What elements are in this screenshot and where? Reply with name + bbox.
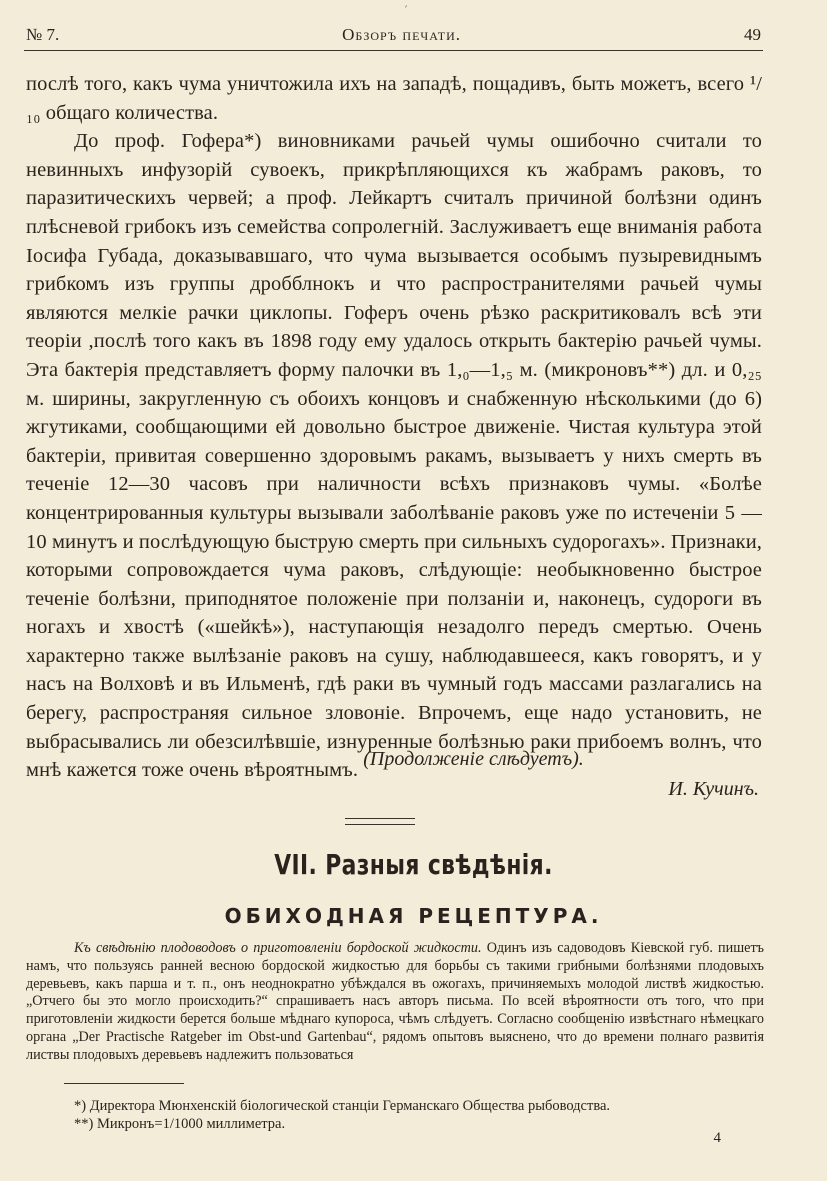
running-header — [26, 22, 761, 48]
double-rule-divider — [345, 818, 415, 825]
page-number: 49 — [743, 25, 761, 44]
pencil-tick-mark: ˊ — [403, 6, 408, 17]
recipe-lead: Къ свѣдѣнію плодоводовъ о приготовленіи бордоской жидкости. — [74, 940, 482, 956]
continuation-note: (Продолженіе слѣдуетъ). — [363, 748, 584, 770]
recipe-text: Одинъ изъ садоводовъ Кіевской губ. пишетъ намъ, что пользуясь ранней весною бордоской жидкостью для борьбы съ такими грибными болѣзнями плодовыхъ деревьевъ, какъ парша и т. п., онъ неоднократно убѣждался въ ожогахъ, причиняемыхъ молодой листвѣ жидкостью. „Отчего бы это могло происходить?“ спрашиваетъ насъ авторъ письма. По всей вѣроятности отъ того, что при приготовленіи жидкости берется больше мѣднаго купороса, чѣмъ слѣдуетъ. Согласно сообщенію извѣстнаго нѣмецкаго органа „Der Practische Ratgeber im Obst-und Gartenbau“, рядомъ опытовъ выяснено, что до времени полнаго развитія листвы плодовыхъ деревьевъ надлежитъ пользоваться — [26, 940, 765, 1063]
printer-signature-mark: 4 — [713, 1130, 721, 1146]
footnotes — [74, 1097, 610, 1133]
recipe-paragraph — [26, 940, 764, 1065]
footnote-1: *) Директора Мюнхенскій біологической станціи Германскаго Общества рыбоводства. — [74, 1098, 611, 1114]
section-title: VII. Разныя свѣдѣнія. — [274, 848, 553, 881]
recipe-note — [26, 940, 764, 1065]
article-body — [26, 70, 762, 785]
footnote-2: **) Микронъ=1/1000 миллиметра. — [74, 1116, 286, 1132]
author-signature: И. Кучинъ. — [668, 778, 759, 800]
issue-number: № 7. — [26, 25, 60, 44]
footnote-rule — [64, 1083, 184, 1084]
subsection-title: ОБИХОДНАЯ РЕЦЕПТУРА. — [224, 904, 603, 928]
journal-section-title: Обзоръ печати. — [342, 25, 462, 44]
paragraph-1: послѣ того, какъ чума уничтожила ихъ на западѣ, пощадивъ, быть можетъ, всего ¹/₁₀ общаго количества. — [26, 73, 762, 124]
paragraph-2: До проф. Гофера*) виновниками рачьей чумы ошибочно считали то невинныхъ инфузорій сувоекъ, прикрѣпляющихся къ жабрамъ раковъ, то паразитическихъ червей; а проф. Лейкартъ считалъ причиной болѣзни одинъ плѣсневой грибокъ изъ семейства сопролегній. Заслуживаетъ еще вниманія работа Іосифа Губада, доказывавшаго, что чума вызывается особымъ пузыревиднымъ грибкомъ изъ группы дробблнокъ и что распространителями рачьей чумы являются мелкіе рачки циклопы. Гоферъ очень рѣзко раскритиковалъ всѣ эти теоріи ,послѣ того какъ въ 1898 году ему удалось открыть бактерію рачьей чумы. Эта бактерія представляетъ форму палочки въ 1,₀—1,₅ м. (микроновъ**) дл. и 0,₂₅ м. ширины, закругленную съ обоихъ концовъ и снабженную нѣсколькими (до 6) жгутиками, сообщающими ей довольно быстрое движеніе. Чистая культура этой бактеріи, привитая совершенно здоровымъ ракамъ, вызываетъ у нихъ смерть въ теченіе 12—30 часовъ при наличности всѣхъ признаковъ чумы. «Болѣе концентрированныя культуры вызывали заболѣваніе раковъ уже по истеченіи 5 — 10 минутъ и послѣдующую быструю смерть при сильныхъ судорогахъ». Признаки, которыми сопровождается чума раковъ, слѣдующіе: необыкновенно быстрое теченіе болѣзни, приподнятое положеніе при ползаніи и, наконецъ, судороги въ ногахъ и хвостѣ («шейкѣ»), наступающія незадолго передъ смертью. Очень характерно также вылѣзаніе раковъ на сушу, наблюдавшееся, какъ говорятъ, и у насъ на Волховѣ и въ Ильменѣ, гдѣ раки въ чумный годъ массами разлагались на берегу, распространяя сильное зловоніе. Впрочемъ, еще надо установить, не выбрасывались ли обезсилѣвшіе, изнуренные болѣзнью раки прибоемъ волнъ, что мнѣ кажется тоже очень вѣроятнымъ. — [26, 130, 762, 782]
header-rule — [24, 50, 763, 51]
